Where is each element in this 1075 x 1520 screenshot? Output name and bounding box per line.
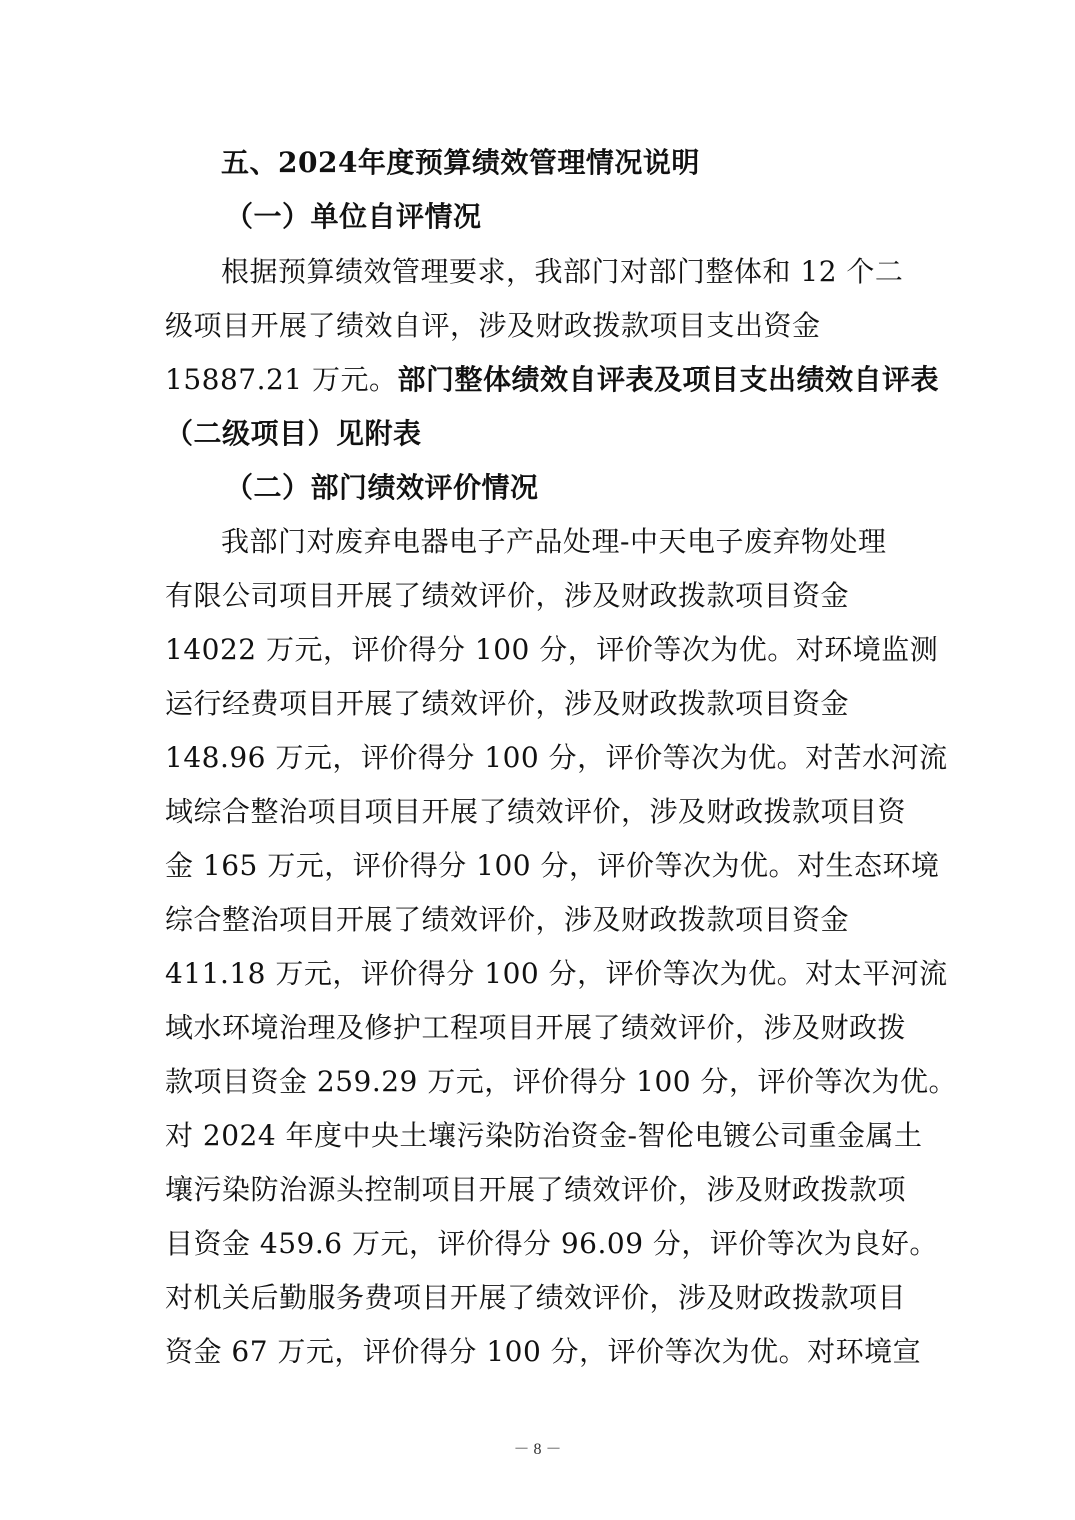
subsection-heading-self-evaluation: （一）单位自评情况: [225, 200, 482, 233]
paragraph-line: 运行经费项目开展了绩效评价，涉及财政拨款项目资金: [165, 687, 850, 720]
paragraph-text: 15887.21 万元。: [165, 363, 398, 396]
subsection-heading-department-evaluation: （二）部门绩效评价情况: [225, 471, 539, 504]
paragraph-line: 14022 万元，评价得分 100 分，评价等次为优。对环境监测: [165, 633, 939, 666]
paragraph-line: 我部门对废弃电器电子产品处理-中天电子废弃物处理: [221, 525, 887, 558]
paragraph-line: 综合整治项目开展了绩效评价，涉及财政拨款项目资金: [165, 903, 850, 936]
paragraph-line: 有限公司项目开展了绩效评价，涉及财政拨款项目资金: [165, 579, 850, 612]
paragraph-bold-text: 部门整体绩效自评表及项目支出绩效自评表: [397, 363, 940, 396]
paragraph-line: 域综合整治项目项目开展了绩效评价，涉及财政拨款项目资: [165, 795, 907, 828]
paragraph-line: 对 2024 年度中央土壤污染防治资金-智伦电镀公司重金属土: [165, 1119, 923, 1152]
paragraph-line: 资金 67 万元，评价得分 100 分，评价等次为优。对环境宣: [165, 1335, 922, 1368]
paragraph-line: 目资金 459.6 万元，评价得分 96.09 分，评价等次为良好。: [165, 1227, 938, 1260]
section-heading: 五、2024年度预算绩效管理情况说明: [221, 146, 700, 179]
page-number: － 8 －: [513, 1441, 562, 1458]
paragraph-line: 款项目资金 259.29 万元，评价得分 100 分，评价等次为优。: [165, 1065, 958, 1098]
paragraph-line: 壤污染防治源头控制项目开展了绩效评价，涉及财政拨款项: [165, 1173, 907, 1206]
paragraph-line: 对机关后勤服务费项目开展了绩效评价，涉及财政拨款项目: [165, 1281, 907, 1314]
paragraph-line: 根据预算绩效管理要求，我部门对部门整体和 12 个二: [221, 255, 904, 288]
paragraph-line: [165, 353, 939, 407]
paragraph-line: 域水环境治理及修护工程项目开展了绩效评价，涉及财政拨: [165, 1011, 907, 1044]
paragraph-line: 金 165 万元，评价得分 100 分，评价等次为优。对生态环境: [165, 849, 940, 882]
paragraph-line: 411.18 万元，评价得分 100 分，评价等次为优。对太平河流: [165, 957, 948, 990]
paragraph-line: 级项目开展了绩效自评，涉及财政拨款项目支出资金: [165, 309, 821, 342]
paragraph-line: 148.96 万元，评价得分 100 分，评价等次为优。对苦水河流: [165, 741, 948, 774]
paragraph-line: （二级项目）见附表: [165, 417, 422, 450]
